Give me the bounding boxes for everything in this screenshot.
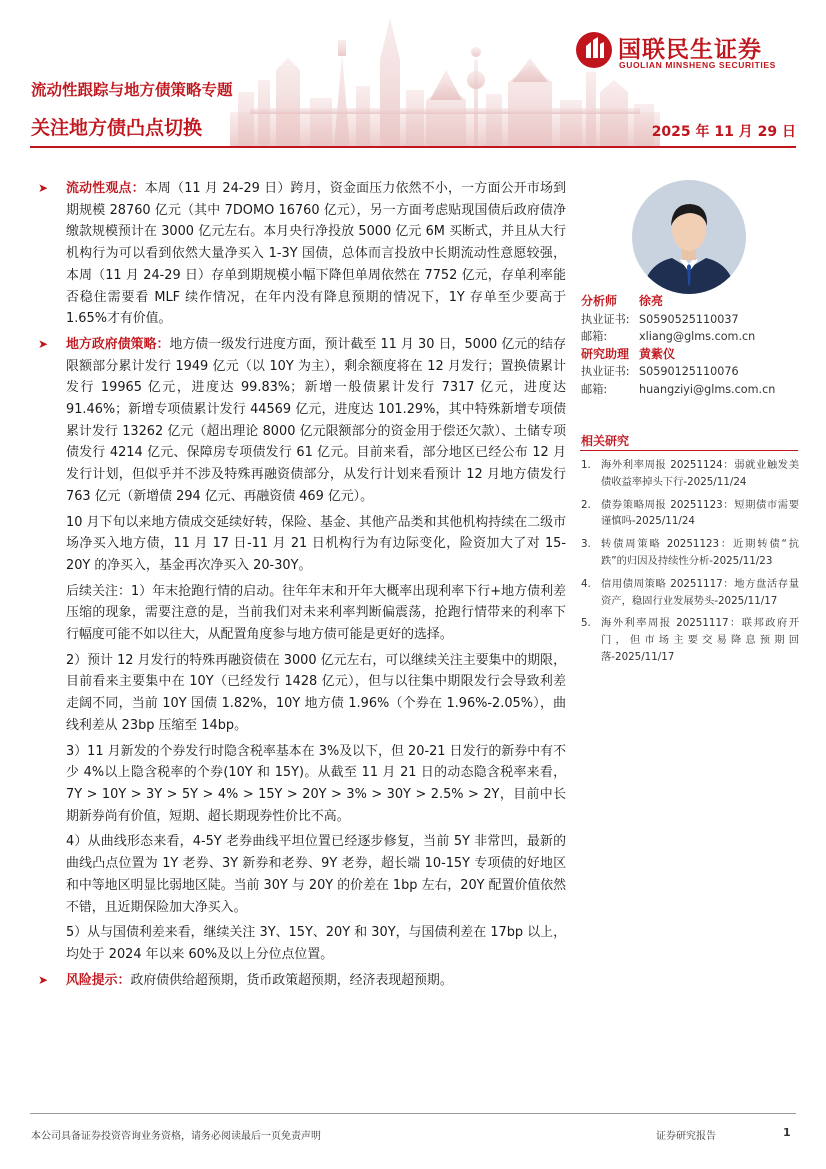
item-number: 2. [581,498,591,511]
assistant-license-row [581,363,801,381]
item-title: 海外利率周报 20251124：弱就业触发美债收益率掉头下行-2025/11/24 [601,459,799,488]
paragraph-text: 后续关注：1）年末抢跑行情的启动。往年年末和开年大概率出现利率下行+地方债利差压缩的现象，需要注意的是，当前我们对未来利率判断偏震荡，抢跑行情带来的利率下行幅度可能不如以往大，从配置角度参与地方债可能是更好的选择。 [66,583,566,643]
report-header [0,0,826,150]
series-title: 流动性跟踪与地方债策略专题 [31,81,233,99]
related-research-item[interactable] [581,497,799,531]
brand-name-cn: 国联民生证券 [618,37,762,63]
paragraph-text: 2）预计 12 月发行的特殊再融资债在 3000 亿元左右，可以继续关注主要集中的期限，目前看来主要集中在 10Y（已经发行 1428 亿元），但与以往集中期限发行会导致利差走阔不同，当前 10Y 国债 1.82%，10Y 地方债 1.96%（个券在 1.96%-2.05%），曲线利差从 23bp 压缩至 14bp。 [66,652,566,733]
paragraph-text: 4）从曲线形态来看，4-5Y 老券曲线平坦位置已经逐步修复，当前 5Y 非常凹，最新的曲线凸点位置为 1Y 老券、3Y 新券和老券、9Y 老券，超长端 10-15Y 专项债的好地区和中等地区明显比弱地区陡。当前 30Y 与 20Y 的价差在 1bp 左右，20Y 配置价值依然不错，且近期保险加大净买入。 [66,834,566,915]
assistant-name-row [581,346,801,364]
license-label: 执业证书: [581,365,630,379]
license-label: 执业证书: [581,312,630,326]
paragraph-local-bond-strategy [36,334,566,508]
brand-name-en: GUOLIAN MINSHENG SECURITIES [619,60,776,70]
assistant-license: S0590125110076 [639,365,739,379]
report-body [36,178,566,995]
paragraph-risk [36,970,566,992]
city-skyline-illustration [230,0,660,148]
paragraph-follow-up-2 [36,650,566,737]
item-number: 4. [581,577,591,590]
analyst-info [581,293,801,399]
item-number: 5. [581,617,591,630]
bullet-arrow-icon: ➤ [38,181,49,195]
related-research-item[interactable] [581,536,799,570]
footer-disclaimer: 本公司具备证券投资咨询业务资格，请务必阅读最后一页免责声明 [31,1131,321,1142]
analyst-email-row [581,328,801,346]
analyst-role: 分析师 [581,294,618,308]
related-research-item[interactable] [581,457,799,491]
related-research-title: 相关研究 [581,434,630,448]
item-title: 信用债周策略 20251117：地方盘活存量资产，稳固行业发展势头-2025/11/17 [601,577,799,607]
item-title: 债券策略周报 20251123：短期债市需要谨慎吗-2025/11/24 [601,498,799,528]
paragraph-lead: 流动性观点： [66,181,145,196]
analyst-license-row [581,311,801,329]
analyst-email[interactable]: xliang@glms.com.cn [639,330,756,344]
assistant-role: 研究助理 [581,346,630,361]
analyst-name-row [581,293,801,311]
report-date: 2025 年 11 月 29 日 [651,124,796,140]
analyst-photo [632,180,746,294]
related-research-item[interactable] [581,615,799,665]
footer-report-type: 证券研究报告 [656,1131,716,1142]
item-title: 海外利率周报 20251117：联邦政府开门，但市场主要交易降息预期回落-2025/11/17 [601,617,799,663]
brand-logo-group [574,30,804,72]
assistant-email[interactable]: huangziyi@glms.com.cn [639,382,776,396]
paragraph-trading [36,512,566,577]
analyst-name: 徐亮 [639,294,664,308]
paragraph-text: 10 月下旬以来地方债成交延续好转，保险、基金、其他产品类和其他机构持续在二级市场净买入地方债，11 月 17 日-11 月 21 日机构行为有边际变化，险资加大了对 15-20Y 的净买入，基金再次净买入 20-30Y。 [66,514,566,573]
bullet-arrow-icon: ➤ [38,972,49,987]
email-label: 邮箱: [581,382,608,396]
paragraph-follow-up-5 [36,922,566,965]
header-divider [30,146,796,148]
related-research-list [581,457,799,672]
item-number: 1. [581,459,591,471]
paragraph-follow-up-4 [36,831,566,918]
paragraph-follow-up-1 [36,581,566,646]
email-label: 邮箱: [581,330,608,344]
item-number: 3. [581,538,591,551]
related-research-item[interactable] [581,576,799,610]
paragraph-follow-up-3 [36,741,566,828]
footer-divider [30,1113,796,1114]
page-number: 1 [783,1126,791,1139]
company-logo-icon [574,30,614,70]
assistant-email-row [581,381,801,399]
assistant-name: 黄紫仪 [639,346,676,361]
item-title: 转债周策略 20251123：近期转债“抗跌”的归因及持续性分析-2025/11/23 [601,538,799,567]
paragraph-text: 5）从与国债利差来看，继续关注 3Y、15Y、20Y 和 30Y，与国债利差在 17bp 以上，均处于 2024 年以来 60%及以上分位点位置。 [66,925,566,962]
report-title: 关注地方债凸点切换 [31,117,203,139]
paragraph-lead: 风险提示： [66,972,131,988]
paragraph-text: 3）11 月新发的个券发行时隐含税率基本在 3%及以下，但 20-21 日发行的新券中有不少 4%以上隐含税率的个券(10Y 和 15Y)。从截至 11 月 21 日的动态隐含税率来看，7Y > 10Y > 3Y > 5Y > 4% > 15Y > 20Y > 3% > 30Y > 2.5% > 2Y，目前中长期新券尚有价值，短期、超长期现券性价比不高。 [66,743,566,824]
paragraph-lead: 地方政府债策略： [66,336,170,352]
paragraph-liquidity [36,178,566,330]
paragraph-text: 地方债一级发行进度方面，预计截至 11 月 30 日，5000 亿元的结存限额部分累计发行 1949 亿元（以 10Y 为主），剩余额度将在 12 月发行；置换债累计发行 19965 亿元，进度达 99.83%；新增一般债累计发行 7317 亿元，进度达 91.46%；新增专项债累计发行 44569 亿元，进度达 101.29%，其中特殊新增专项债累计发行 13262 亿元（超出理论 8000 亿元限额部分的资金用于偿还欠款）、土储专项债发行 4214 亿元、保障房专项债发行 61 亿元。目前来看，部分地区已经公布 12 月发行计划，但似乎并不涉及特殊再融资债部分，从发行计划来看预计 12 月地方债发行 763 亿元（新增债 294 亿元、再融资债 469 亿元）。 [66,336,566,504]
analyst-license: S0590525110037 [639,312,739,326]
paragraph-text: 本周（11 月 24-29 日）跨月，资金面压力依然不小，一方面公开市场到期规模 28760 亿元（其中 7DOMO 16760 亿元），另一方面考虑贴现国债后政府债净缴款规模预计在 3000 亿元左右。本月央行净投放 5000 亿元 6M 买断式，并且从大行机构行为可以看到依然大量净买入 1-3Y 国债，总体而言投放中长期流动性意愿较强，本周（11 月 24-29 日）存单到期规模小幅下降但单周依然在 7752 亿元，存单利率能否稳住需要看 MLF 续作情况，在年内没有降息预期的情况下，1Y 存单至少要高于 1.65%才有价值。 [66,181,566,327]
paragraph-text: 政府债供给超预期，货币政策超预期，经济表现超预期。 [130,972,453,988]
bullet-arrow-icon: ➤ [38,336,49,351]
related-research-divider [580,450,798,451]
